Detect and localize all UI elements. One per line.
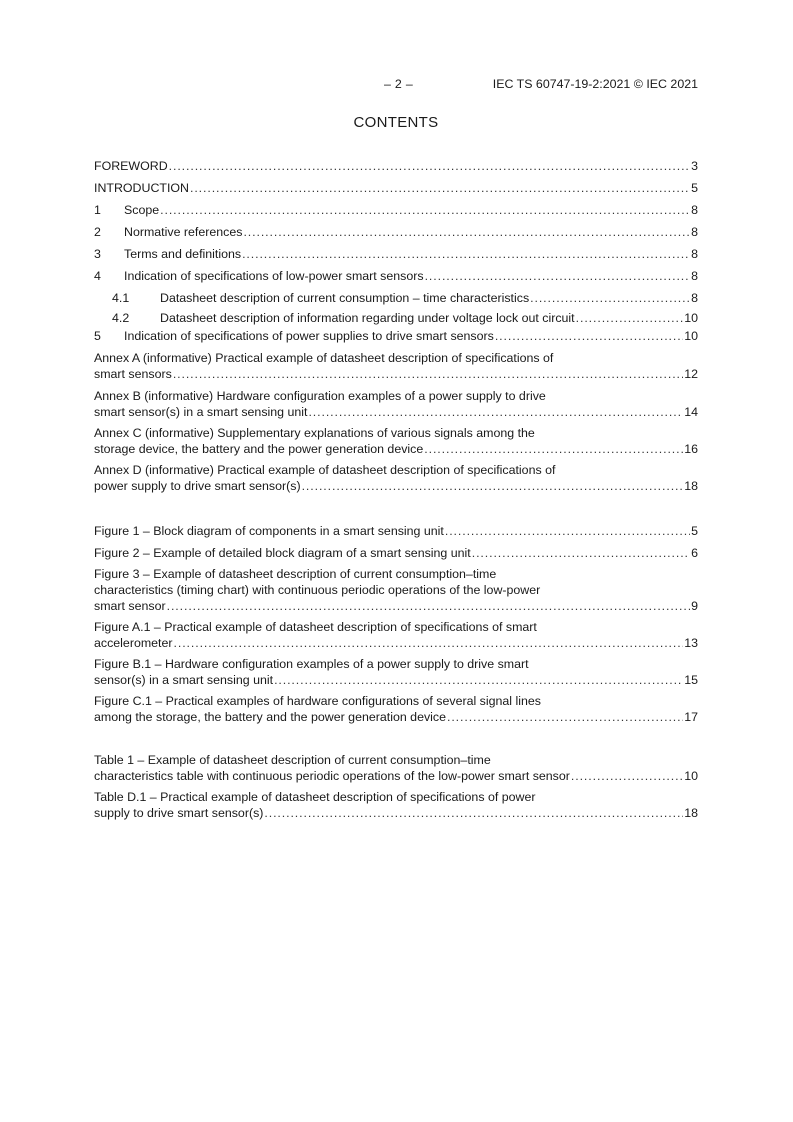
toc-entry-text: storage device, the battery and the power generation device [94,442,424,456]
toc-entry-text: smart sensors [94,367,172,381]
toc-page-number: 5 [691,181,698,195]
toc-entry-text: Annex B (informative) Hardware configuration examples of a power supply to drive [94,389,546,403]
toc-entry-section-5[interactable] [94,328,698,344]
toc-section-number: 1 [94,203,101,217]
leader-dots [425,268,691,284]
leader-dots [472,545,690,561]
toc-entry-annex-a[interactable] [94,350,698,382]
toc-entry-section-4-1[interactable] [112,290,698,306]
toc-entry-text: Annex A (informative) Practical example of datasheet description of specifications of [94,351,554,365]
toc-page-number: 12 [684,367,698,381]
toc-section-number: 4 [94,269,101,283]
leader-dots [308,404,683,420]
toc-entry-text: accelerometer [94,636,173,650]
toc-figure-a1[interactable] [94,619,698,651]
toc-entry-text: characteristics (timing chart) with continuous periodic operations of the low-power [94,583,541,597]
toc-page-number: 5 [691,524,698,538]
toc-entry-text: smart sensor [94,599,166,613]
toc-entry-text: Terms and definitions [124,247,242,261]
leader-dots [445,523,690,539]
toc-figure-b1[interactable] [94,656,698,688]
leader-dots [274,672,683,688]
toc-page-number: 8 [691,203,698,217]
leader-dots [576,310,684,326]
toc-entry-scope[interactable] [94,202,698,218]
leader-dots [264,805,683,821]
toc-entry-annex-c[interactable] [94,425,698,457]
page-title: CONTENTS [353,114,439,131]
toc-figure-2[interactable] [94,545,698,561]
toc-entry-annex-d[interactable] [94,462,698,494]
toc-entry-text: smart sensor(s) in a smart sensing unit [94,405,308,419]
toc-page-number: 8 [691,247,698,261]
leader-dots [302,478,684,494]
toc-page-number: 18 [684,806,698,820]
toc-entry-text: FOREWORD [94,159,168,173]
toc-entry-normative-references[interactable] [94,224,698,240]
toc-entry-terms[interactable] [94,246,698,262]
toc-entry-text: sensor(s) in a smart sensing unit [94,673,274,687]
toc-entry-text: Figure B.1 – Hardware configuration examples of a power supply to drive smart [94,657,529,671]
toc-entry-text: Table 1 – Example of datasheet description of current consumption–time [94,753,491,767]
page-number: – 2 – [384,77,414,91]
toc-entry-text: Figure A.1 – Practical example of datasheet description of specifications of smart [94,620,537,634]
toc-entry-text: Normative references [124,225,243,239]
leader-dots [243,224,690,240]
toc-figure-3[interactable] [94,566,698,614]
toc-entry-annex-b[interactable] [94,388,698,420]
leader-dots [169,158,690,174]
toc-entry-text: power supply to drive smart sensor(s) [94,479,301,493]
toc-page-number: 8 [691,291,698,305]
toc-section-number: 2 [94,225,101,239]
leader-dots [571,768,683,784]
toc-entry-text: supply to drive smart sensor(s) [94,806,264,820]
toc-entry-text: Figure 3 – Example of datasheet description of current consumption–time [94,567,497,581]
toc-section-number: 4.2 [112,311,130,325]
leader-dots [424,441,683,457]
toc-entry-text: Indication of specifications of low-power smart sensors [124,269,424,283]
leader-dots [495,328,683,344]
toc-entry-text: among the storage, the battery and the power generation device [94,710,446,724]
toc-figure-c1[interactable] [94,693,698,725]
toc-page-number: 6 [691,546,698,560]
toc-entry-text: Figure 2 – Example of detailed block diagram of a smart sensing unit [94,546,471,560]
toc-page-number: 18 [684,479,698,493]
toc-entry-introduction[interactable] [94,180,698,196]
toc-entry-text: Figure C.1 – Practical examples of hardware configurations of several signal lines [94,694,541,708]
toc-page-number: 17 [684,710,698,724]
leader-dots [447,709,683,725]
toc-entry-text: Indication of specifications of power supplies to drive smart sensors [124,329,494,343]
leader-dots [173,366,683,382]
toc-page-number: 3 [691,159,698,173]
toc-section-number: 3 [94,247,101,261]
leader-dots [190,180,690,196]
toc-page-number: 10 [684,769,698,783]
toc-entry-text: INTRODUCTION [94,181,189,195]
toc-entry-text: Table D.1 – Practical example of datasheet description of specifications of power [94,790,536,804]
toc-entry-foreword[interactable] [94,158,698,174]
toc-section-number: 5 [94,329,101,343]
leader-dots [530,290,690,306]
toc-page-number: 15 [684,673,698,687]
toc-page-number: 10 [684,311,698,325]
toc-page-number: 10 [684,329,698,343]
document-reference: IEC TS 60747-19-2:2021 © IEC 2021 [492,77,698,91]
toc-page-number: 13 [684,636,698,650]
leader-dots [174,635,684,651]
toc-page-number: 8 [691,269,698,283]
toc-table-1[interactable] [94,752,698,784]
toc-page-number: 8 [691,225,698,239]
toc-entry-text: Datasheet description of current consumption – time characteristics [160,291,530,305]
toc-page-number: 16 [684,442,698,456]
toc-entry-section-4-2[interactable] [112,310,698,326]
toc-entry-text: Figure 1 – Block diagram of components in a smart sensing unit [94,524,444,538]
toc-entry-text: Annex D (informative) Practical example of datasheet description of specifications of [94,463,556,477]
toc-figure-1[interactable] [94,523,698,539]
toc-entry-text: Datasheet description of information regarding under voltage lock out circuit [160,311,575,325]
toc-entry-section-4[interactable] [94,268,698,284]
leader-dots [242,246,690,262]
leader-dots [160,202,690,218]
toc-page-number: 14 [684,405,698,419]
toc-section-number: 4.1 [112,291,130,305]
toc-page-number: 9 [691,599,698,613]
toc-table-d1[interactable] [94,789,698,821]
toc-entry-text: characteristics table with continuous periodic operations of the low-power smart sensor [94,769,570,783]
toc-entry-text: Annex C (informative) Supplementary explanations of various signals among the [94,426,535,440]
page-header [94,77,698,93]
toc-entry-text: Scope [124,203,160,217]
leader-dots [167,598,690,614]
